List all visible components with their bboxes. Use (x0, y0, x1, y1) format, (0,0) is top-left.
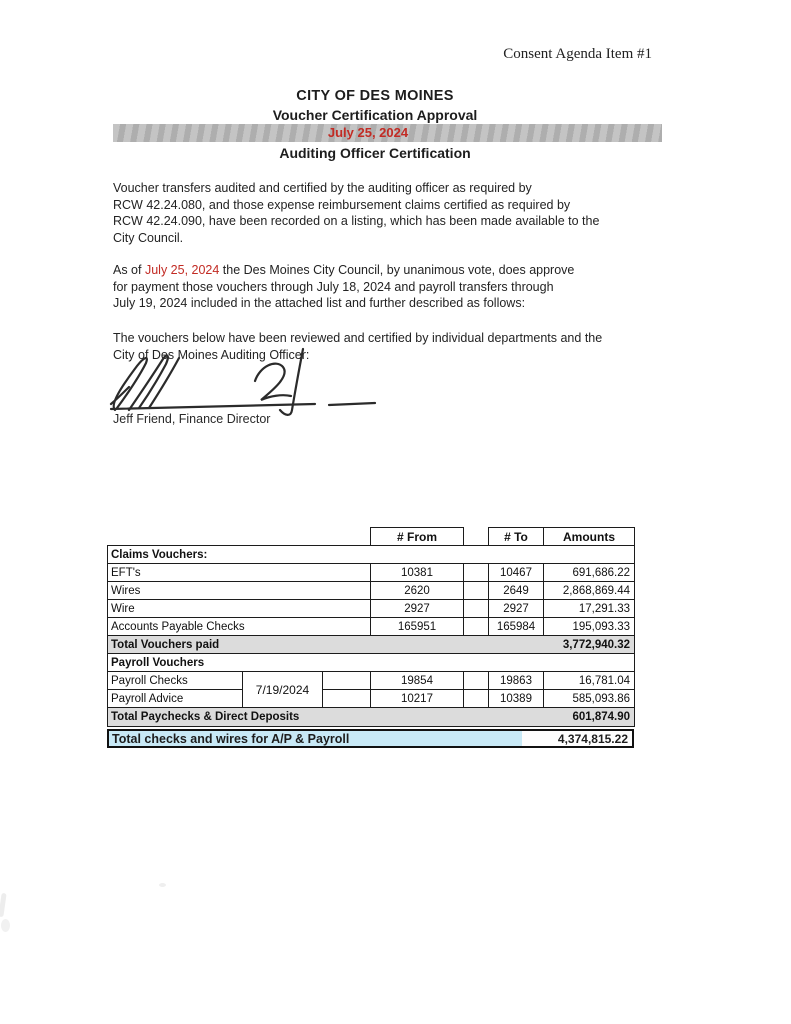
paragraph-line: for payment those vouchers through July 18, 2024 and payroll transfers through (113, 279, 554, 294)
row-label: Wires (108, 582, 371, 600)
scan-artifact (0, 893, 7, 917)
org-title: CITY OF DES MOINES (296, 88, 454, 104)
paragraph-line: City of Des Moines Auditing Officer: (113, 347, 310, 362)
paragraph-certification (113, 180, 633, 246)
payroll-section-header: Payroll Vouchers (108, 654, 635, 672)
signatory-caption: Jeff Friend, Finance Director (113, 412, 271, 426)
grand-total-row (107, 729, 634, 748)
row-label: EFT's (108, 564, 371, 582)
to-value: 10467 (489, 564, 544, 582)
amount-value: 585,093.86 (544, 690, 635, 708)
paragraph-approval (113, 262, 633, 312)
doc-title: Voucher Certification Approval (272, 107, 478, 123)
paragraph-line: As of July 25, 2024 the Des Moines City Council, by unanimous vote, does approve (113, 263, 575, 277)
signature-image (105, 346, 395, 420)
paragraph-line: Voucher transfers audited and certified by the auditing officer as required by (113, 181, 532, 195)
corner-note: Consent Agenda Item #1 (503, 46, 652, 62)
amount-value: 691,686.22 (544, 564, 635, 582)
row-label: Payroll Checks (108, 672, 243, 690)
to-value: 165984 (489, 618, 544, 636)
col-from-header: # From (371, 528, 464, 546)
table-row (108, 690, 635, 708)
from-value: 2927 (371, 600, 464, 618)
total-paychecks-row (108, 708, 635, 727)
vouchers-table (107, 527, 635, 727)
amount-value: 17,291.33 (544, 600, 635, 618)
from-value: 19854 (371, 672, 464, 690)
to-value: 2649 (489, 582, 544, 600)
grand-total-amount: 4,374,815.22 (522, 731, 632, 746)
total-vouchers-row (108, 636, 635, 654)
doc-subtitle: Auditing Officer Certification (279, 145, 471, 161)
to-value: 2927 (489, 600, 544, 618)
from-value: 10381 (371, 564, 464, 582)
claims-section-header: Claims Vouchers: (108, 546, 635, 564)
approval-date-text: July 25, 2024 (144, 263, 220, 277)
scan-artifact (159, 883, 166, 887)
table-row (108, 564, 635, 582)
row-label: Accounts Payable Checks (108, 618, 371, 636)
table-row (108, 600, 635, 618)
paragraph-line: The vouchers below have been reviewed and certified by individual departments and the (113, 331, 603, 345)
table-header-row (108, 528, 635, 546)
table-row (108, 618, 635, 636)
total-vouchers-label: Total Vouchers paid (111, 638, 220, 651)
from-value: 10217 (371, 690, 464, 708)
paragraph-line: City Council. (113, 230, 184, 245)
amount-value: 16,781.04 (544, 672, 635, 690)
claims-section-row (108, 546, 635, 564)
row-label: Wire (108, 600, 371, 618)
total-vouchers-amount: 3,772,940.32 (562, 638, 630, 651)
row-label: Payroll Advice (108, 690, 243, 708)
from-value: 2620 (371, 582, 464, 600)
table-row (108, 582, 635, 600)
col-amounts-header: Amounts (544, 528, 635, 546)
amount-value: 195,093.33 (544, 618, 635, 636)
paragraph-line: RCW 42.24.080, and those expense reimbursement claims certified as required by (113, 197, 571, 212)
payroll-section-row (108, 654, 635, 672)
paragraph-line: July 19, 2024 included in the attached list and further described as follows: (113, 296, 526, 311)
total-paychecks-amount: 601,874.90 (572, 711, 630, 723)
to-value: 10389 (489, 690, 544, 708)
date-banner (113, 124, 662, 142)
paragraph-line: RCW 42.24.090, have been recorded on a listing, which has been made available to the (113, 214, 600, 229)
payroll-date-cell: 7/19/2024 (243, 672, 323, 708)
banner-date-text: July 25, 2024 (327, 125, 409, 140)
amount-value: 2,868,869.44 (544, 582, 635, 600)
from-value: 165951 (371, 618, 464, 636)
scan-artifact (1, 919, 10, 932)
to-value: 19863 (489, 672, 544, 690)
grand-total-label: Total checks and wires for A/P & Payroll (109, 731, 522, 746)
table-row (108, 672, 635, 690)
col-to-header: # To (489, 528, 544, 546)
total-paychecks-label: Total Paychecks & Direct Deposits (111, 711, 300, 723)
